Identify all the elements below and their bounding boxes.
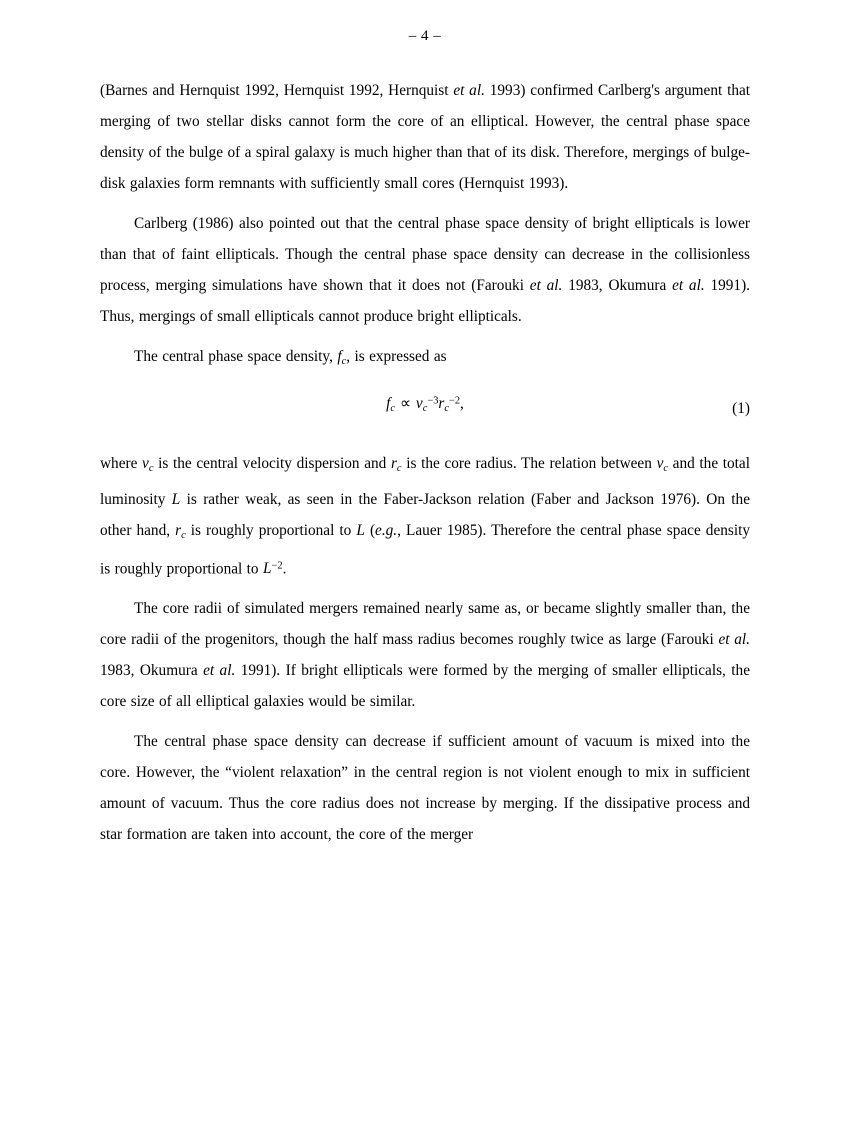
document-page bbox=[0, 28, 850, 1128]
paragraph-4: where $v_c$ is the central velocity dispersion and $r_c$ is the core radius. The relation between $v_c$ and the total luminosity L is rather weak, as seen in the Faber-Jackson relation (Faber and Jackson 1976). On the other hand, $r_c$ is roughly proportional to L (e.g., Lauer 1985). Therefore the central phase space density is roughly proportional to $L^{-2}$. bbox=[100, 454, 750, 578]
equation-1 bbox=[100, 394, 750, 430]
paragraph-3: The central phase space density, $f_c$, is expressed as bbox=[134, 348, 447, 367]
document-body bbox=[100, 45, 750, 850]
equation-1-body: $f_c \propto v_c^{-3}r_c^{-2}$, bbox=[386, 394, 464, 414]
page-number-header: – 4 – bbox=[408, 28, 442, 44]
paragraph-6: The central phase space density can decrease if sufficient amount of vacuum is mixed into the core. However, the “violent relaxation” in the central region is not violent enough to mix in sufficient amount of vacuum. Thus the core radius does not increase by merging. If the dissipative process and star formation are taken into account, the core of the merger bbox=[100, 733, 750, 844]
paragraph-1: (Barnes and Hernquist 1992, Hernquist 1992, Hernquist et al. 1993) confirmed Carlberg's argument that merging of two stellar disks cannot form the core of an elliptical. However, the central phase space density of the bulge of a spiral galaxy is much higher than that of its disk. Therefore, mergings of bulge-disk galaxies form remnants with sufficiently small cores (Hernquist 1993). bbox=[100, 82, 751, 192]
paragraph-2: Carlberg (1986) also pointed out that the central phase space density of bright ellipticals is lower than that of faint ellipticals. Though the central phase space density can decrease in the collisionless process, merging simulations have shown that it does not (Farouki et al. 1983, Okumura et al. 1991). Thus, mergings of small ellipticals cannot produce bright ellipticals. bbox=[100, 215, 750, 325]
equation-1-number: (1) bbox=[732, 399, 750, 417]
paragraph-5: The core radii of simulated mergers remained nearly same as, or became slightly smaller than, the core radii of the progenitors, though the half mass radius becomes roughly twice as large (Farouki et al. 1983, Okumura et al. 1991). If bright ellipticals were formed by the merging of smaller ellipticals, the core size of all elliptical galaxies would be similar. bbox=[100, 600, 750, 711]
